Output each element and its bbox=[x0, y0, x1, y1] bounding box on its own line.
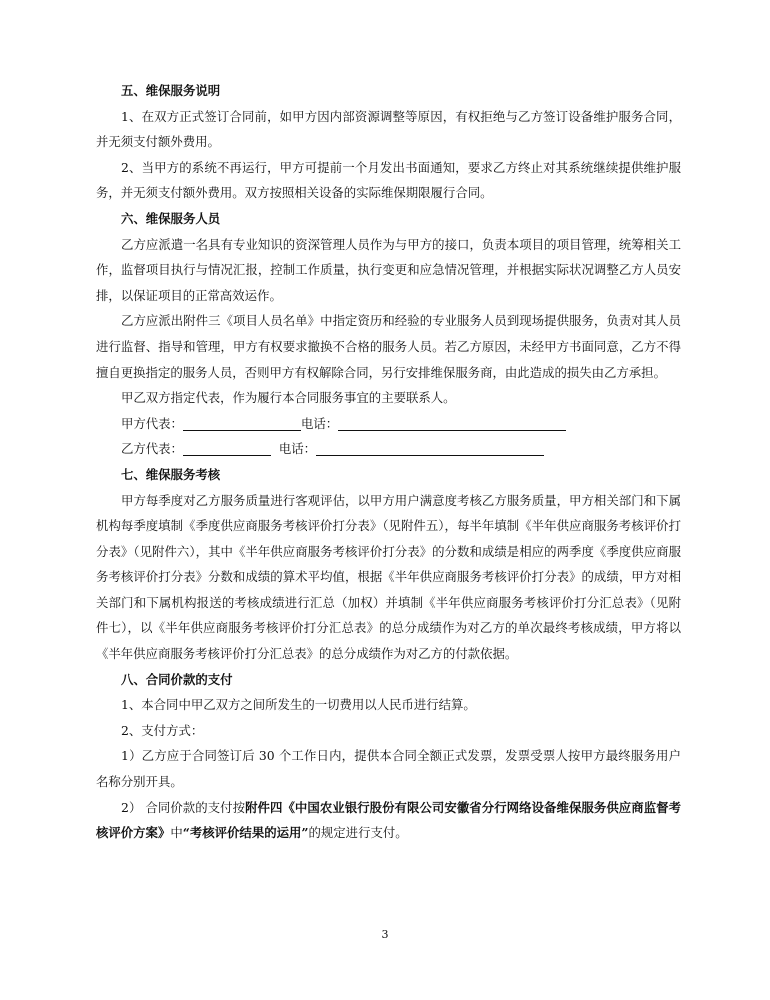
section-8-paragraph-4 bbox=[96, 795, 681, 846]
section-5-heading: 五、维保服务说明 bbox=[121, 83, 221, 98]
section-5-paragraph-1: 1、在双方正式签订合同前，如甲方因内部资源调整等原因，有权拒绝与乙方签订设备维护服务合同，并无须支付额外费用。 bbox=[96, 108, 681, 150]
party-b-name-blank[interactable] bbox=[183, 441, 271, 456]
evaluation-result-usage-reference: “考核评价结果的运用” bbox=[182, 825, 309, 841]
party-b-representative-row bbox=[96, 436, 681, 462]
party-b-phone-label: 电话： bbox=[278, 441, 317, 457]
payment-clause-prefix: 2） 合同价款的支付按 bbox=[121, 799, 246, 815]
document-body bbox=[96, 78, 681, 846]
payment-clause-suffix: 的规定进行支付。 bbox=[308, 825, 408, 841]
section-8-heading: 八、合同价款的支付 bbox=[121, 671, 233, 687]
party-b-label: 乙方代表： bbox=[121, 441, 183, 457]
section-6-heading: 六、维保服务人员 bbox=[121, 210, 221, 226]
party-a-phone-blank[interactable] bbox=[338, 416, 566, 431]
party-a-representative-row bbox=[96, 411, 681, 437]
section-8-paragraph-2: 2、支付方式： bbox=[121, 722, 204, 738]
party-b-phone-blank[interactable] bbox=[316, 441, 544, 456]
section-7-heading: 七、维保服务考核 bbox=[121, 466, 221, 482]
section-8-paragraph-1: 1、本合同中甲乙双方之间所发生的一切费用以人民币进行结算。 bbox=[121, 697, 476, 713]
section-8-paragraph-3: 1）乙方应于合同签订后 30 个工作日内，提供本合同全额正式发票，发票受票人按甲方最终服务用户名称分别开具。 bbox=[96, 748, 681, 790]
section-5-paragraph-2: 2、当甲方的系统不再运行，甲方可提前一个月发出书面通知，要求乙方终止对其系统继续提供维护服务，并无须支付额外费用。双方按照相关设备的实际维保期限履行合同。 bbox=[96, 159, 681, 201]
section-6-paragraph-2: 乙方应派出附件三《项目人员名单》中指定资历和经验的专业服务人员到现场提供服务，负责对其人员进行监督、指导和管理，甲方有权要求撤换不合格的服务人员。若乙方原因，未经甲方书面同意，乙方不得擅自更换指定的服务人员，否则甲方有权解除合同，另行安排维保服务商，由此造成的损失由乙方承担。 bbox=[96, 313, 681, 380]
section-6-paragraph-3: 甲乙双方指定代表，作为履行本合同服务事宜的主要联系人。 bbox=[121, 390, 456, 406]
party-a-label: 甲方代表： bbox=[121, 415, 183, 431]
page-number: 3 bbox=[381, 928, 389, 941]
section-7-paragraph-1: 甲方每季度对乙方服务质量进行客观评估，以甲方用户满意度考核乙方服务质量，甲方相关部门和下属机构每季度填制《季度供应商服务考核评价打分表》（见附件五），每半年填制《半年供应商服务考核评价打分表》（见附件六），其中《半年供应商服务考核评价打分表》的分数和成绩是相应的两季度《季度供应商服务考核评价打分表》分数和成绩的算术平均值，根据《半年供应商服务考核评价打分表》的成绩，甲方对相关部门和下属机构报送的考核成绩进行汇总（加权）并填制《半年供应商服务考核评价打分汇总表》（见附件七），以《半年供应商服务考核评价打分汇总表》的总分成绩作为对乙方的单次最终考核成绩，甲方将以《半年供应商服务考核评价打分汇总表》的总分成绩作为对乙方的付款依据。 bbox=[96, 492, 681, 662]
section-6-paragraph-1: 乙方应派遣一名具有专业知识的资深管理人员作为与甲方的接口，负责本项目的项目管理，统筹相关工作，监督项目执行与情况汇报，控制工作质量，执行变更和应急情况管理，并根据实际状况调整乙方人员安排，以保证项目的正常高效运作。 bbox=[96, 236, 681, 303]
payment-clause-mid: 中 bbox=[170, 825, 183, 841]
party-a-name-blank[interactable] bbox=[183, 416, 301, 431]
party-a-phone-label: 电话： bbox=[300, 415, 339, 431]
appendix-4-reference: 附件四《中国农业银行股份有限公司安徽省分行网络设备维保服务供应商监督考核评价方案》 bbox=[96, 799, 682, 841]
